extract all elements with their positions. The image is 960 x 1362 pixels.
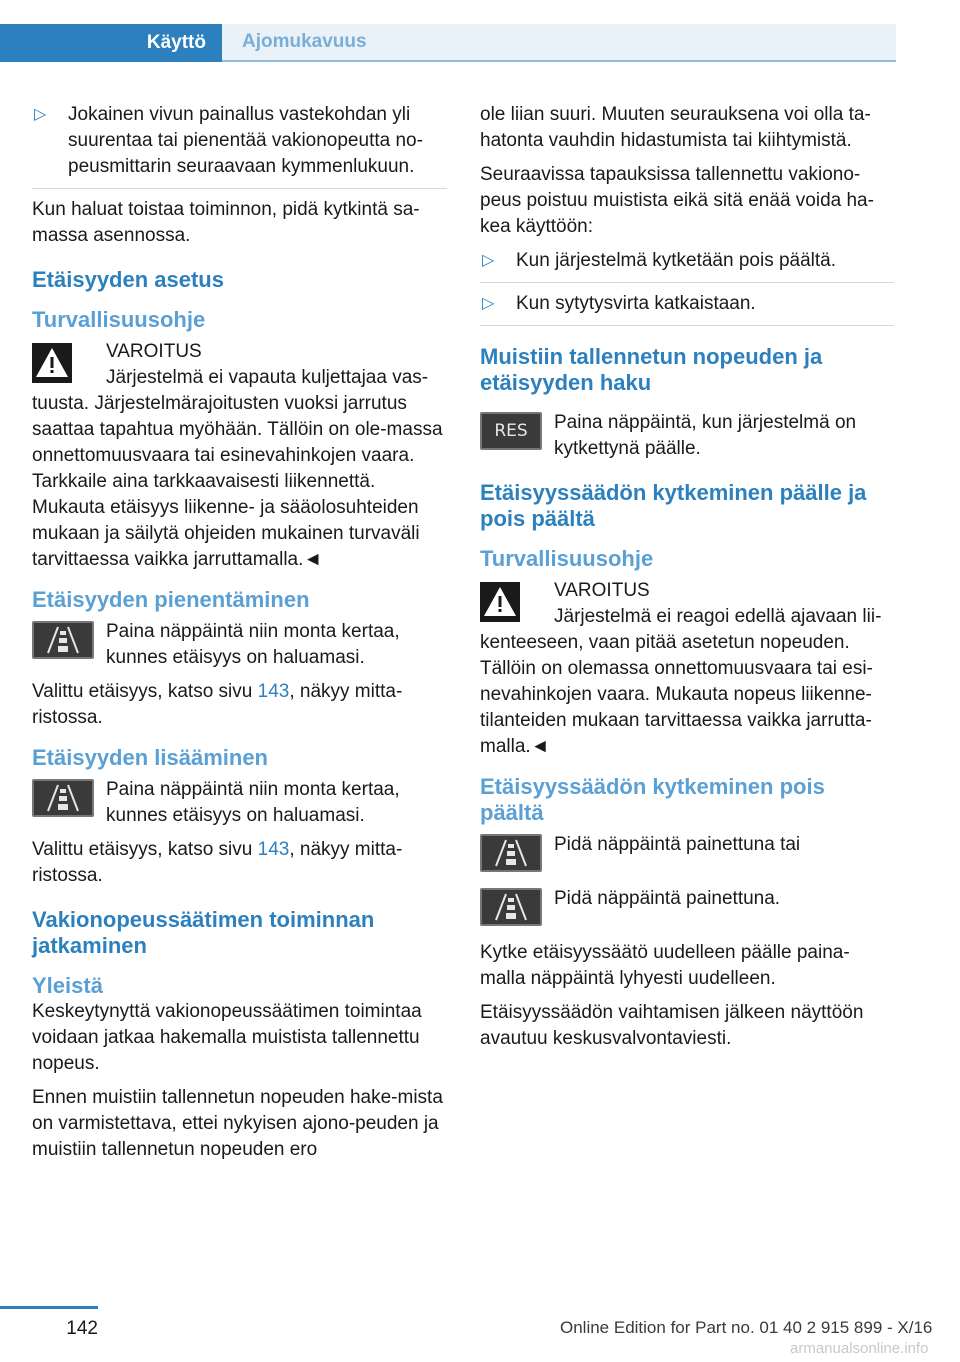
paragraph: Valittu etäisyys, katso sivu 143, näkyy mitta-ristossa. bbox=[32, 681, 403, 728]
decrease-text: Paina näppäintä niin monta kertaa, kunnes etäisyys on haluamasi. bbox=[106, 621, 400, 668]
edition-note: Online Edition for Part no. 01 40 2 915 899 - X/16 bbox=[560, 1318, 933, 1337]
warning-block bbox=[32, 339, 447, 573]
section-tab[interactable]: Ajomukavuus bbox=[222, 24, 896, 62]
heading-safety: Turvallisuusohje bbox=[480, 546, 654, 571]
page-link[interactable]: 143 bbox=[257, 839, 290, 860]
paragraph: Seuraavissa tapauksissa tallennettu vakiono-peus poistuu muistista eikä sitä enää voida ha-kea käyttöön: bbox=[480, 164, 874, 237]
res-button-icon: RES bbox=[480, 412, 542, 450]
key-row bbox=[480, 410, 894, 462]
list-item: ▷ Kun järjestelmä kytketään pois päältä. bbox=[480, 248, 894, 283]
heading-safety: Turvallisuusohje bbox=[32, 307, 206, 332]
warning-title: VAROITUS bbox=[106, 341, 202, 362]
heading-general: Yleistä bbox=[32, 973, 103, 998]
res-text: Paina näppäintä, kun järjestelmä on kytkettynä päälle. bbox=[554, 412, 857, 459]
paragraph: Kun haluat toistaa toiminnon, pidä kytkintä sa-massa asennossa. bbox=[32, 199, 420, 246]
page-number: 142 bbox=[66, 1318, 98, 1339]
switch-off-text-2: Pidä näppäintä painettuna. bbox=[554, 888, 781, 909]
paragraph: Kytke etäisyyssäätö uudelleen päälle paina-malla näppäintä lyhyesti uudelleen. bbox=[480, 942, 850, 989]
heading-decrease: Etäisyyden pienentäminen bbox=[32, 587, 310, 612]
list-item: ▷ Kun sytytysvirta katkaistaan. bbox=[480, 291, 894, 326]
warning-block bbox=[480, 578, 894, 760]
chapter-tab[interactable]: Käyttö bbox=[0, 24, 222, 62]
running-header bbox=[0, 24, 896, 62]
paragraph: Etäisyyssäädön vaihtamisen jälkeen näyttöön avautuu keskusvalvontaviesti. bbox=[480, 1002, 864, 1049]
warning-title: VAROITUS bbox=[554, 580, 650, 601]
heading-switch-off: Etäisyyssäädön kytkeminen pois päältä bbox=[480, 774, 825, 825]
key-row bbox=[32, 619, 447, 671]
key-row bbox=[32, 777, 447, 829]
warning-triangle-icon bbox=[480, 582, 520, 622]
watermark: armanualsonline.info bbox=[790, 1340, 929, 1357]
right-column bbox=[480, 102, 894, 1060]
bullet-triangle-icon: ▷ bbox=[482, 295, 495, 312]
paragraph: Ennen muistiin tallennetun nopeuden hake-mista on varmistettava, ettei nykyisen ajono-peuden ja muistiin tallennetun nopeuden ero bbox=[32, 1087, 443, 1160]
distance-button-icon bbox=[32, 779, 94, 817]
paragraph: Keskeytynyttä vakionopeussäätimen toimintaa voidaan jatkaa hakemalla muistista tallennettu nopeus. bbox=[32, 1001, 422, 1074]
warning-text: Järjestelmä ei reagoi edellä ajavaan lii-kenteeseen, vaan pitää asetetun nopeuden. Tällöin on olemassa onnettomuusvaara tai esi-nevahinkojen vaara. Mukauta nopeus liikenne-tilanteiden mukaan tarvittaessa vaikka jarrutta-malla.◄ bbox=[480, 606, 882, 757]
heading-resume: Vakionopeussäätimen toiminnan jatkaminen bbox=[32, 907, 375, 958]
list-item: ▷ Jokainen vivun painallus vastekohdan yli suurentaa tai pienentää vakionopeutta no-peusmittarin seuraavaan kymmenlukuun. bbox=[32, 102, 447, 189]
distance-button-icon bbox=[480, 888, 542, 926]
warning-text: Järjestelmä ei vapauta kuljettajaa vas-tuusta. Järjestelmärajoitusten vuoksi jarrutus saattaa tapahtua myöhään. Tällöin on ole-massa onnettomuusvaara tai esinevahinkojen vaara. Tarkkaile aina tarkkaavaisesti liikennettä. Mukauta etäisyys liikenne- ja sääolosuhteiden mukaan ja säilytä ohjeiden mukainen turvaväli tarvittaessa vaikka jarruttamalla.◄ bbox=[32, 367, 443, 570]
footer-rule bbox=[0, 1306, 98, 1309]
page-link[interactable]: 143 bbox=[257, 681, 290, 702]
warning-triangle-icon bbox=[32, 343, 72, 383]
bullet-triangle-icon: ▷ bbox=[482, 252, 495, 269]
distance-button-icon bbox=[32, 621, 94, 659]
heading-increase: Etäisyyden lisääminen bbox=[32, 745, 268, 770]
paragraph: Valittu etäisyys, katso sivu 143, näkyy mitta-ristossa. bbox=[32, 839, 403, 886]
increase-text: Paina näppäintä niin monta kertaa, kunnes etäisyys on haluamasi. bbox=[106, 779, 400, 826]
heading-recall: Muistiin tallennetun nopeuden ja etäisyyden haku bbox=[480, 344, 823, 395]
paragraph: ole liian suuri. Muuten seurauksena voi olla ta-hatonta vauhdin hidastumista tai kiihtymistä. bbox=[480, 104, 871, 151]
key-row bbox=[480, 832, 894, 878]
heading-toggle: Etäisyyssäädön kytkeminen päälle ja pois päältä bbox=[480, 480, 867, 531]
heading-distance-setting: Etäisyyden asetus bbox=[32, 267, 224, 292]
distance-button-icon bbox=[480, 834, 542, 872]
key-row bbox=[480, 886, 894, 932]
switch-off-text-1: Pidä näppäintä painettuna tai bbox=[554, 834, 801, 855]
left-column bbox=[32, 102, 447, 1171]
bullet-triangle-icon: ▷ bbox=[34, 106, 47, 123]
